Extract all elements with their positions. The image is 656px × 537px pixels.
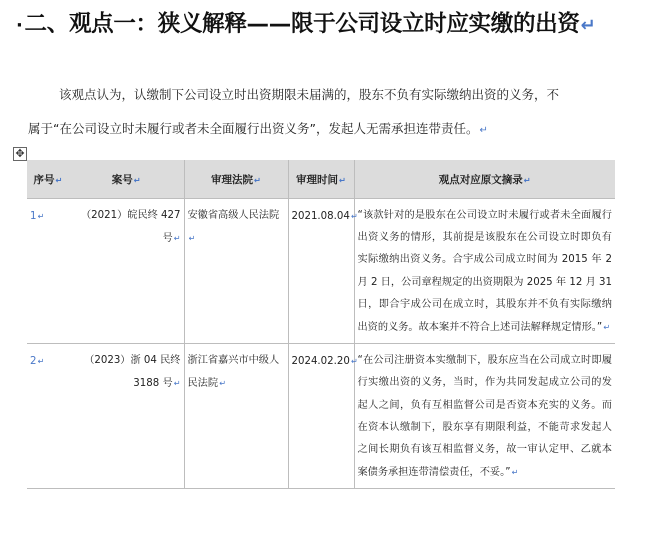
- header-time: 审理时间↵: [288, 160, 354, 199]
- table-header-row: [27, 160, 615, 199]
- table-row: [27, 344, 615, 489]
- cell-quote: “该款针对的是股东在公司设立时未履行或者未全面履行出资义务的情形，其前提是该股东在公司设立时即负有实际缴纳出资义务。合宇成公司成立时间为 2015 年 2 月 2 日，公司章程规定的出资期限为 2025 年 12 月 31 日，即合宇成公司在成立时，其股东并不负有实际缴纳出资的义务。故本案并不符合上述司法解释规定情形。”↵: [354, 199, 615, 344]
- heading-text: 二、观点一：狭义解释——限于公司设立时应实缴的出资: [24, 11, 580, 37]
- header-case: 案号↵: [69, 160, 184, 199]
- paragraph-line-2: [28, 119, 488, 137]
- cell-court: 浙江省嘉兴市中级人民法院↵: [184, 344, 288, 489]
- header-no: 序号↵: [27, 160, 69, 199]
- cell-time: 2024.02.20↵: [288, 344, 354, 489]
- paragraph-text-1: 该观点认为，认缴制下公司设立时出资期限未届满的，股东不负有实际缴纳出资的义务，不: [59, 87, 560, 102]
- case-table: [27, 160, 615, 489]
- heading-bullet: ·: [16, 15, 23, 36]
- paragraph-line-1: [59, 85, 559, 103]
- return-arrow-icon: ↵: [479, 125, 488, 136]
- cell-time: 2021.08.04↵: [288, 199, 354, 344]
- table-row: [27, 199, 615, 344]
- cell-case: （2023）浙 04 民终 3188 号↵: [69, 344, 184, 489]
- header-court: 审理法院↵: [184, 160, 288, 199]
- cell-case: （2021）皖民终 427 号↵: [69, 199, 184, 344]
- cell-court: 安徽省高级人民法院↵: [184, 199, 288, 344]
- cell-quote: “在公司注册资本实缴制下，股东应当在公司成立时即履行实缴出资的义务，当时，作为共同发起成立公司的发起人之间，负有互相监督公司是否资本充实的义务。而在资本认缴制下，股东享有期限利益，不能苛求发起人之间长期负有该互相监督义务，故一审认定甲、乙就本案债务承担连带清偿责任，不妥。”↵: [354, 344, 615, 489]
- cell-no: 1↵: [27, 199, 69, 344]
- paragraph-text-2: 属于“在公司设立时未履行或者未全面履行出资义务”，发起人无需承担连带责任。: [28, 121, 479, 136]
- header-quote: 观点对应原文摘录↵: [354, 160, 615, 199]
- cell-no: 2↵: [27, 344, 69, 489]
- move-cross-icon[interactable]: ✥: [13, 147, 27, 161]
- section-heading: [16, 6, 652, 38]
- return-arrow-icon: ↵: [580, 15, 596, 36]
